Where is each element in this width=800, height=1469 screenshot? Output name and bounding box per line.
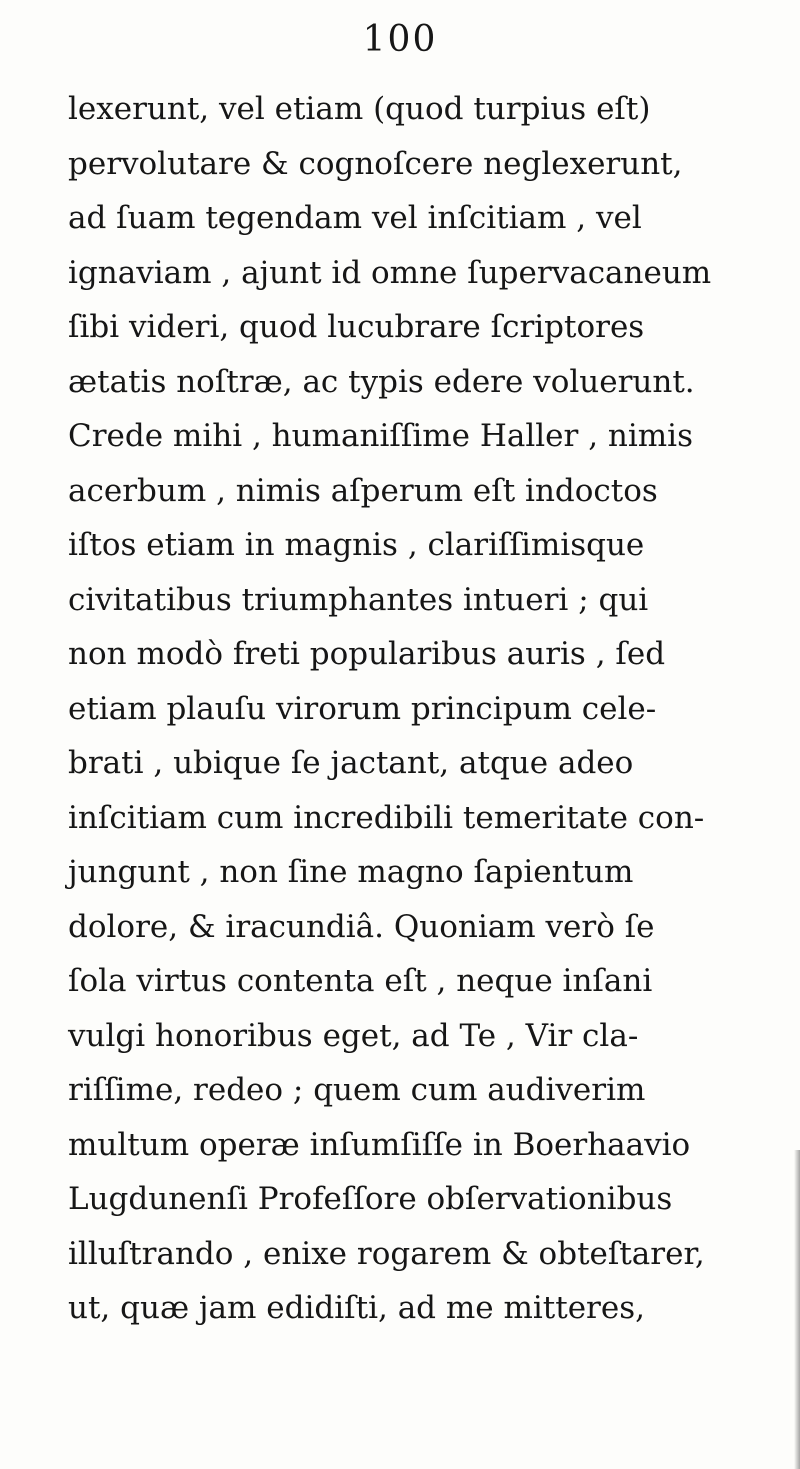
- text-line: dolore, & iracundiâ. Quoniam verò ſe: [68, 908, 655, 945]
- text-line: multum operæ inſumſiſſe in Boerhaavio: [68, 1126, 691, 1163]
- text-line: vulgi honoribus eget, ad Te , Vir cla-: [68, 1017, 639, 1054]
- text-line: Crede mihi , humaniſſime Haller , nimis: [68, 418, 693, 454]
- text-line: brati , ubique ſe jactant, atque adeo: [68, 745, 634, 781]
- text-line: acerbum , nimis aſperum eſt indoctos: [68, 472, 658, 509]
- text-line: ſibi videri, quod lucubrare ſcriptores: [68, 309, 645, 345]
- text-line: ætatis noſtræ, ac typis edere voluerunt.: [68, 363, 695, 400]
- page-number: 100: [362, 19, 438, 60]
- text-line: pervolutare & cognoſcere neglexerunt,: [68, 145, 683, 182]
- text-line: ſola virtus contenta eſt , neque inſani: [68, 963, 653, 999]
- text-line: iſtos etiam in magnis , clariſſimisque: [68, 527, 645, 563]
- text-line: ad ſuam tegendam vel inſcitiam , vel: [68, 200, 642, 236]
- text-line: ignaviam , ajunt id omne ſupervacaneum: [68, 254, 712, 291]
- text-line: riſſime, redeo ; quem cum audiverim: [68, 1072, 646, 1108]
- text-line: Lugdunenſi Profeſſore obſervationibus: [68, 1181, 673, 1217]
- text-line: inſcitiam cum incredibili temeritate con-: [68, 799, 705, 836]
- text-line: illuſtrando , enixe rogarem & obteſtarer,: [68, 1235, 705, 1272]
- text-line: ut, quæ jam edidiſti, ad me mitteres,: [68, 1290, 645, 1326]
- page-edge-shadow: [794, 1150, 800, 1469]
- body-text: [68, 82, 788, 1336]
- text-line: civitatibus triumphantes intueri ; qui: [68, 581, 649, 618]
- text-line: etiam plauſu virorum principum cele-: [68, 690, 657, 727]
- text-line: jungunt , non ſine magno ſapientum: [68, 854, 634, 890]
- text-line: non modò freti popularibus auris , ſed: [68, 636, 666, 672]
- text-line: lexerunt, vel etiam (quod turpius eſt): [68, 91, 651, 127]
